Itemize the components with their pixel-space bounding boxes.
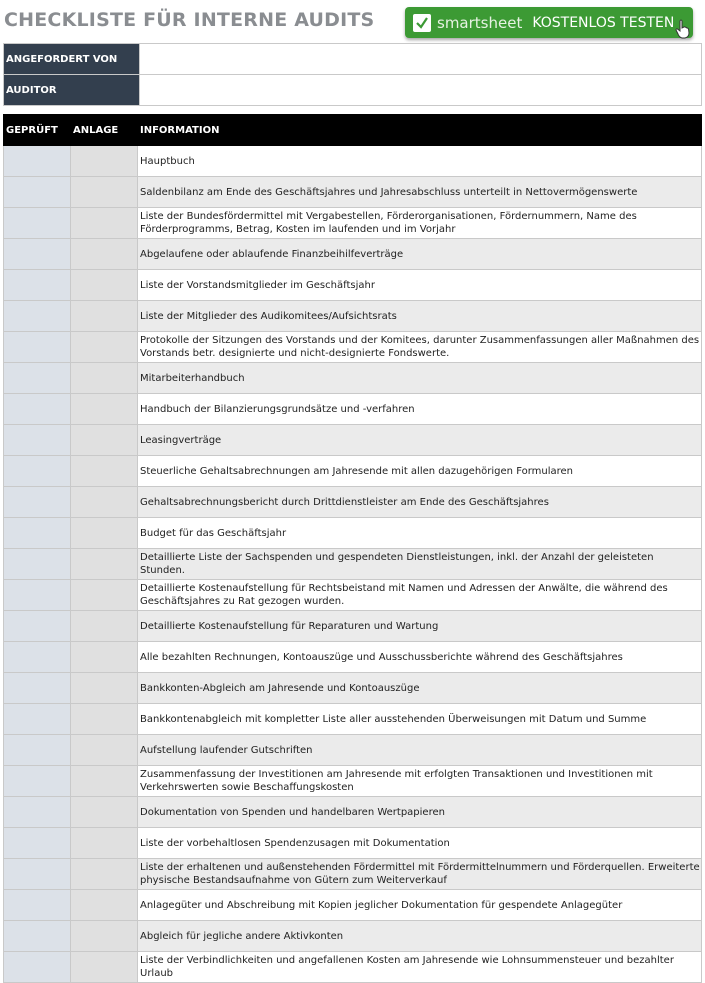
information-cell: Handbuch der Bilanzierungsgrundsätze und -verfahren [138, 394, 702, 425]
checked-cell[interactable] [4, 177, 71, 208]
checked-cell[interactable] [4, 921, 71, 952]
hand-cursor-icon [675, 19, 691, 43]
checked-cell[interactable] [4, 394, 71, 425]
attachment-cell[interactable] [71, 363, 138, 394]
checked-cell[interactable] [4, 890, 71, 921]
checked-cell[interactable] [4, 549, 71, 580]
information-cell: Detaillierte Kostenaufstellung für Rechtsbeistand mit Namen und Adressen der Anwälte, die während des Geschäftsjahres zu Rat gezogen wurden. [138, 580, 702, 611]
request-info-table [3, 43, 702, 106]
audit-checklist-table [3, 114, 702, 983]
checked-cell[interactable] [4, 456, 71, 487]
attachment-cell[interactable] [71, 177, 138, 208]
information-cell: Detaillierte Kostenaufstellung für Reparaturen und Wartung [138, 611, 702, 642]
checked-cell[interactable] [4, 611, 71, 642]
attachment-cell[interactable] [71, 611, 138, 642]
attachment-cell[interactable] [71, 673, 138, 704]
checklist-row [4, 332, 702, 363]
checked-cell[interactable] [4, 828, 71, 859]
attachment-cell[interactable] [71, 332, 138, 363]
checklist-row [4, 208, 702, 239]
information-cell: Protokolle der Sitzungen des Vorstands und der Komitees, darunter Zusammenfassungen aller Maßnahmen des Vorstands betr. designierte und nicht-designierte Fondswerte. [138, 332, 702, 363]
checked-cell[interactable] [4, 797, 71, 828]
checked-cell[interactable] [4, 673, 71, 704]
attachment-cell[interactable] [71, 487, 138, 518]
header-field-row [4, 75, 702, 106]
information-cell: Alle bezahlten Rechnungen, Kontoauszüge und Ausschussberichte während des Geschäftsjahres [138, 642, 702, 673]
checklist-row [4, 363, 702, 394]
attachment-cell[interactable] [71, 921, 138, 952]
information-cell: Detaillierte Liste der Sachspenden und gespendeten Dienstleistungen, inkl. der Anzahl der geleisteten Stunden. [138, 549, 702, 580]
information-cell: Dokumentation von Spenden und handelbaren Wertpapieren [138, 797, 702, 828]
information-cell: Saldenbilanz am Ende des Geschäftsjahres und Jahresabschluss unterteilt in Nettovermögenswerte [138, 177, 702, 208]
information-cell: Abgelaufene oder ablaufende Finanzbeihilfeverträge [138, 239, 702, 270]
attachment-cell[interactable] [71, 580, 138, 611]
checklist-row [4, 146, 702, 177]
checklist-row [4, 642, 702, 673]
header-field-value[interactable] [140, 44, 702, 75]
checked-cell[interactable] [4, 239, 71, 270]
information-cell: Liste der Mitglieder des Audikomitees/Aufsichtsrats [138, 301, 702, 332]
checklist-row [4, 921, 702, 952]
information-cell: Anlagegüter und Abschreibung mit Kopien jeglicher Dokumentation für gespendete Anlagegüter [138, 890, 702, 921]
checklist-row [4, 797, 702, 828]
checklist-row [4, 239, 702, 270]
attachment-cell[interactable] [71, 735, 138, 766]
checklist-row [4, 611, 702, 642]
checklist-row [4, 270, 702, 301]
attachment-cell[interactable] [71, 208, 138, 239]
checked-cell[interactable] [4, 704, 71, 735]
information-cell: Bankkonten-Abgleich am Jahresende und Kontoauszüge [138, 673, 702, 704]
attachment-cell[interactable] [71, 766, 138, 797]
information-cell: Abgleich für jegliche andere Aktivkonten [138, 921, 702, 952]
checked-cell[interactable] [4, 766, 71, 797]
information-cell: Leasingverträge [138, 425, 702, 456]
attachment-cell[interactable] [71, 394, 138, 425]
information-cell: Gehaltsabrechnungsbericht durch Drittdienstleister am Ende des Geschäftsjahres [138, 487, 702, 518]
column-header-attachment: ANLAGE [71, 115, 138, 146]
checklist-row [4, 704, 702, 735]
information-cell: Steuerliche Gehaltsabrechnungen am Jahresende mit allen dazugehörigen Formularen [138, 456, 702, 487]
brand-logo-text: smartsheet [437, 13, 523, 32]
attachment-cell[interactable] [71, 642, 138, 673]
checked-cell[interactable] [4, 487, 71, 518]
information-cell: Liste der Verbindlichkeiten und angefallenen Kosten am Jahresende wie Lohnsummensteuer und bezahlter Urlaub [138, 952, 702, 983]
checked-cell[interactable] [4, 301, 71, 332]
attachment-cell[interactable] [71, 952, 138, 983]
checked-cell[interactable] [4, 735, 71, 766]
checked-cell[interactable] [4, 518, 71, 549]
column-header-checked: GEPRÜFT [4, 115, 71, 146]
trial-cta-label: KOSTENLOS TESTEN [532, 14, 675, 31]
attachment-cell[interactable] [71, 456, 138, 487]
checked-cell[interactable] [4, 332, 71, 363]
header-field-label: AUDITOR [4, 75, 140, 106]
information-cell: Zusammenfassung der Investitionen am Jahresende mit erfolgten Transaktionen und Investitionen mit Verkehrswerten sowie Beschaffungskosten [138, 766, 702, 797]
information-cell: Liste der vorbehaltlosen Spendenzusagen mit Dokumentation [138, 828, 702, 859]
information-cell: Hauptbuch [138, 146, 702, 177]
checked-cell[interactable] [4, 952, 71, 983]
checklist-row [4, 518, 702, 549]
attachment-cell[interactable] [71, 301, 138, 332]
attachment-cell[interactable] [71, 549, 138, 580]
checklist-row [4, 394, 702, 425]
checklist-row [4, 735, 702, 766]
information-cell: Liste der Bundesfördermittel mit Vergabestellen, Förderorganisationen, Fördernummern, Name des Förderprogramms, Betrag, Kosten im laufenden und im Vorjahr [138, 208, 702, 239]
information-cell: Budget für das Geschäftsjahr [138, 518, 702, 549]
header-field-value[interactable] [140, 75, 702, 106]
checked-cell[interactable] [4, 642, 71, 673]
checklist-row [4, 580, 702, 611]
attachment-cell[interactable] [71, 828, 138, 859]
checklist-row [4, 487, 702, 518]
information-cell: Bankkontenabgleich mit kompletter Liste aller ausstehenden Überweisungen mit Datum und Summe [138, 704, 702, 735]
attachment-cell[interactable] [71, 146, 138, 177]
information-cell: Liste der Vorstandsmitglieder im Geschäftsjahr [138, 270, 702, 301]
attachment-cell[interactable] [71, 859, 138, 890]
checkmark-icon [413, 14, 431, 32]
page-title: CHECKLISTE FÜR INTERNE AUDITS [4, 9, 375, 31]
attachment-cell[interactable] [71, 270, 138, 301]
checked-cell[interactable] [4, 208, 71, 239]
checklist-row [4, 456, 702, 487]
attachment-cell[interactable] [71, 425, 138, 456]
information-cell: Aufstellung laufender Gutschriften [138, 735, 702, 766]
attachment-cell[interactable] [71, 239, 138, 270]
header-field-label: ANGEFORDERT VON [4, 44, 140, 75]
checklist-row [4, 177, 702, 208]
checklist-row [4, 425, 702, 456]
information-cell: Mitarbeiterhandbuch [138, 363, 702, 394]
column-header-information: INFORMATION [138, 115, 702, 146]
checklist-row [4, 673, 702, 704]
checklist-row [4, 766, 702, 797]
header-field-row [4, 44, 702, 75]
checked-cell[interactable] [4, 425, 71, 456]
checklist-row [4, 952, 702, 983]
smartsheet-trial-banner[interactable] [405, 7, 693, 38]
checklist-row [4, 549, 702, 580]
attachment-cell[interactable] [71, 890, 138, 921]
checked-cell[interactable] [4, 270, 71, 301]
checked-cell[interactable] [4, 146, 71, 177]
attachment-cell[interactable] [71, 797, 138, 828]
checklist-row [4, 890, 702, 921]
checklist-row [4, 301, 702, 332]
attachment-cell[interactable] [71, 704, 138, 735]
attachment-cell[interactable] [71, 518, 138, 549]
checked-cell[interactable] [4, 580, 71, 611]
checklist-row [4, 859, 702, 890]
checklist-row [4, 828, 702, 859]
checked-cell[interactable] [4, 859, 71, 890]
checked-cell[interactable] [4, 363, 71, 394]
information-cell: Liste der erhaltenen und außenstehenden Fördermittel mit Fördermittelnummern und Förderquellen. Erweiterte physische Bestandsaufnahme von Gütern zum Weiterverkauf [138, 859, 702, 890]
